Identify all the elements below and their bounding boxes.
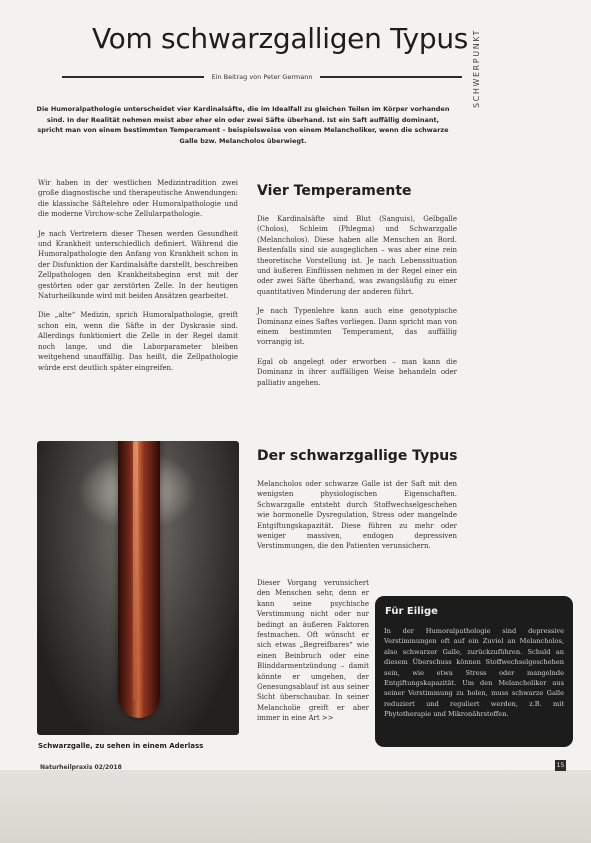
photo-caption: Schwarzgalle, zu sehen in einem Aderlass: [38, 742, 204, 750]
footer-issue: Naturheilpraxis 02/2018: [40, 764, 122, 771]
heading-vier-temperamente: Vier Temperamente: [257, 183, 412, 199]
test-tube-highlight: [133, 441, 138, 701]
right-column-schwarz: [257, 479, 457, 561]
side-label-text: SCHWERPUNKT: [471, 28, 481, 108]
vier-paragraph-1: Die Kardinalsäfte sind Blut (Sanguis), Gelbgalle (Cholos), Schleim (Phlegma) und Schwarzgalle (Melancholos). Diese haben alle Menschen an Bord. Bestenfalls sind sie ausgeglichen – was aber eine rein theoretische Vorstellung ist. Je nach Lebenssituation und äußeren Einflüssen nehmen in der Regel einer ein oder zwei Säfte überhand, was zwangsläufig zu einer quantitativen Minderung der anderen führt.: [257, 215, 457, 296]
byline-rule-left: [62, 76, 204, 78]
narrow-column: [257, 578, 369, 733]
section-side-label: [468, 18, 484, 118]
scan-background-strip: [0, 770, 591, 843]
left-column: [38, 178, 238, 382]
vier-paragraph-3: Egal ob angelegt oder erworben – man kann die Dominanz in ihrer auffälligen Weise behandeln oder palliativ angehen.: [257, 357, 457, 387]
narrow-paragraph-text: Dieser Vorgang verunsichert den Menschen sehr, denn er kann seine psychische Verstimmung nicht oder nur bedingt an äußeren Faktoren festmachen. Oft wünscht er sich etwas „Begreifbares“ wie einen Beinbruch oder eine Blinddarmentzündung – damit könnte er umgehen, der Genesungsablauf ist aus seiner Sicht überschaubar. In seiner Melancholie greift er aber immer in eine Art: [257, 579, 369, 723]
left-paragraph-1: Wir haben in der westlichen Medizintradition zwei große diagnostische und therapeutische Anwendungen: die klassische Säftelehre oder Humoralpathologie und die moderne Virchow-sche Zellularpathologie.: [38, 179, 238, 219]
lead-paragraph: Die Humoralpathologie unterscheidet vier Kardinalsäfte, die im Idealfall zu gleichen Teilen im Körper vorhanden sind. In der Realität nehmen meist aber eher ein oder zwei Säfte überhand. Ist ein Saft auffällig dominant, spricht man von einem bestimmten Temperament – beispielsweise von einem Melancholiker, wenn die schwarze Galle bzw. Melancholos überwiegt.: [36, 105, 450, 145]
summary-box-heading: Für Eilige: [385, 606, 438, 617]
summary-box: [375, 596, 573, 747]
vier-paragraph-2: Je nach Typenlehre kann auch eine genotypische Dominanz eines Saftes vorliegen. Dann spricht man von einem bestimmten Temperament, das auffällig vorrangig ist.: [257, 307, 457, 347]
page-number: 15: [556, 762, 565, 769]
schwarz-paragraph: Melancholos oder schwarze Galle ist der Saft mit den wenigsten physiologischen Eigenschaften. Schwarzgalle entsteht durch Stoffwechselgeschehen wie hormonelle Dysregulation, Stress oder mangelnde Entgiftungskapazität. Diese führen zu mehr oder weniger massiven, endogen depressiven Verstimmungen, die den Patienten verunsichern.: [257, 480, 457, 551]
byline-rule-right: [320, 76, 462, 78]
byline-row: [62, 71, 462, 83]
left-paragraph-2: Je nach Vertretern dieser Thesen werden Gesundheit und Krankheit unterschiedlich definiert. Während die Humoralpathologie den Anfang von Krankheit schon in der Disfunktion der Kardinalsäfte darstellt, beschreiben Zellpathologen den Krankheitsbeginn erst mit der gestörten oder gar zerstörten Zelle. In der heutigen Naturheilkunde wird mit beiden Ansätzen gearbeitet.: [38, 229, 238, 301]
blood-tube-photo: [37, 441, 239, 735]
summary-box-text: In der Humoralpathologie sind depressive Verstimmungen oft auf ein Zuviel an Melancholos, also schwarzer Galle, zurückzuführen. Schuld an diesem Überschuss können Stoffwechselgeschehen sein, wie etwa Stress oder mangelnde Entgiftungskapazität. Um den Melancholiker aus seiner Verstimmung zu holen, muss schwarze Galle reduziert und reguliert werden, z.B. mit Phytotherapie und Mikronährstoffen.: [384, 627, 564, 719]
narrow-paragraph: [257, 578, 369, 724]
byline: Ein Beitrag von Peter Germann: [211, 73, 313, 81]
right-column-vier: [257, 214, 457, 397]
test-tube-image: [118, 441, 160, 718]
heading-schwarzgallige-typus: Der schwarzgallige Typus: [257, 448, 458, 464]
page-title: Vom schwarzgalligen Typus: [91, 22, 469, 55]
left-paragraph-3: Die „alte“ Medizin, sprich Humoralpathologie, greift schon ein, wenn die Säfte in der Dyskrasie sind. Allerdings funktioniert die Zelle in der Regel damit noch lange, und die Laborparameter bleiben weitgehend unauffällig. Das heißt, die Zellpathologie würde erst deutlich später eingreifen.: [38, 311, 238, 372]
continue-marker: >>: [321, 714, 334, 723]
